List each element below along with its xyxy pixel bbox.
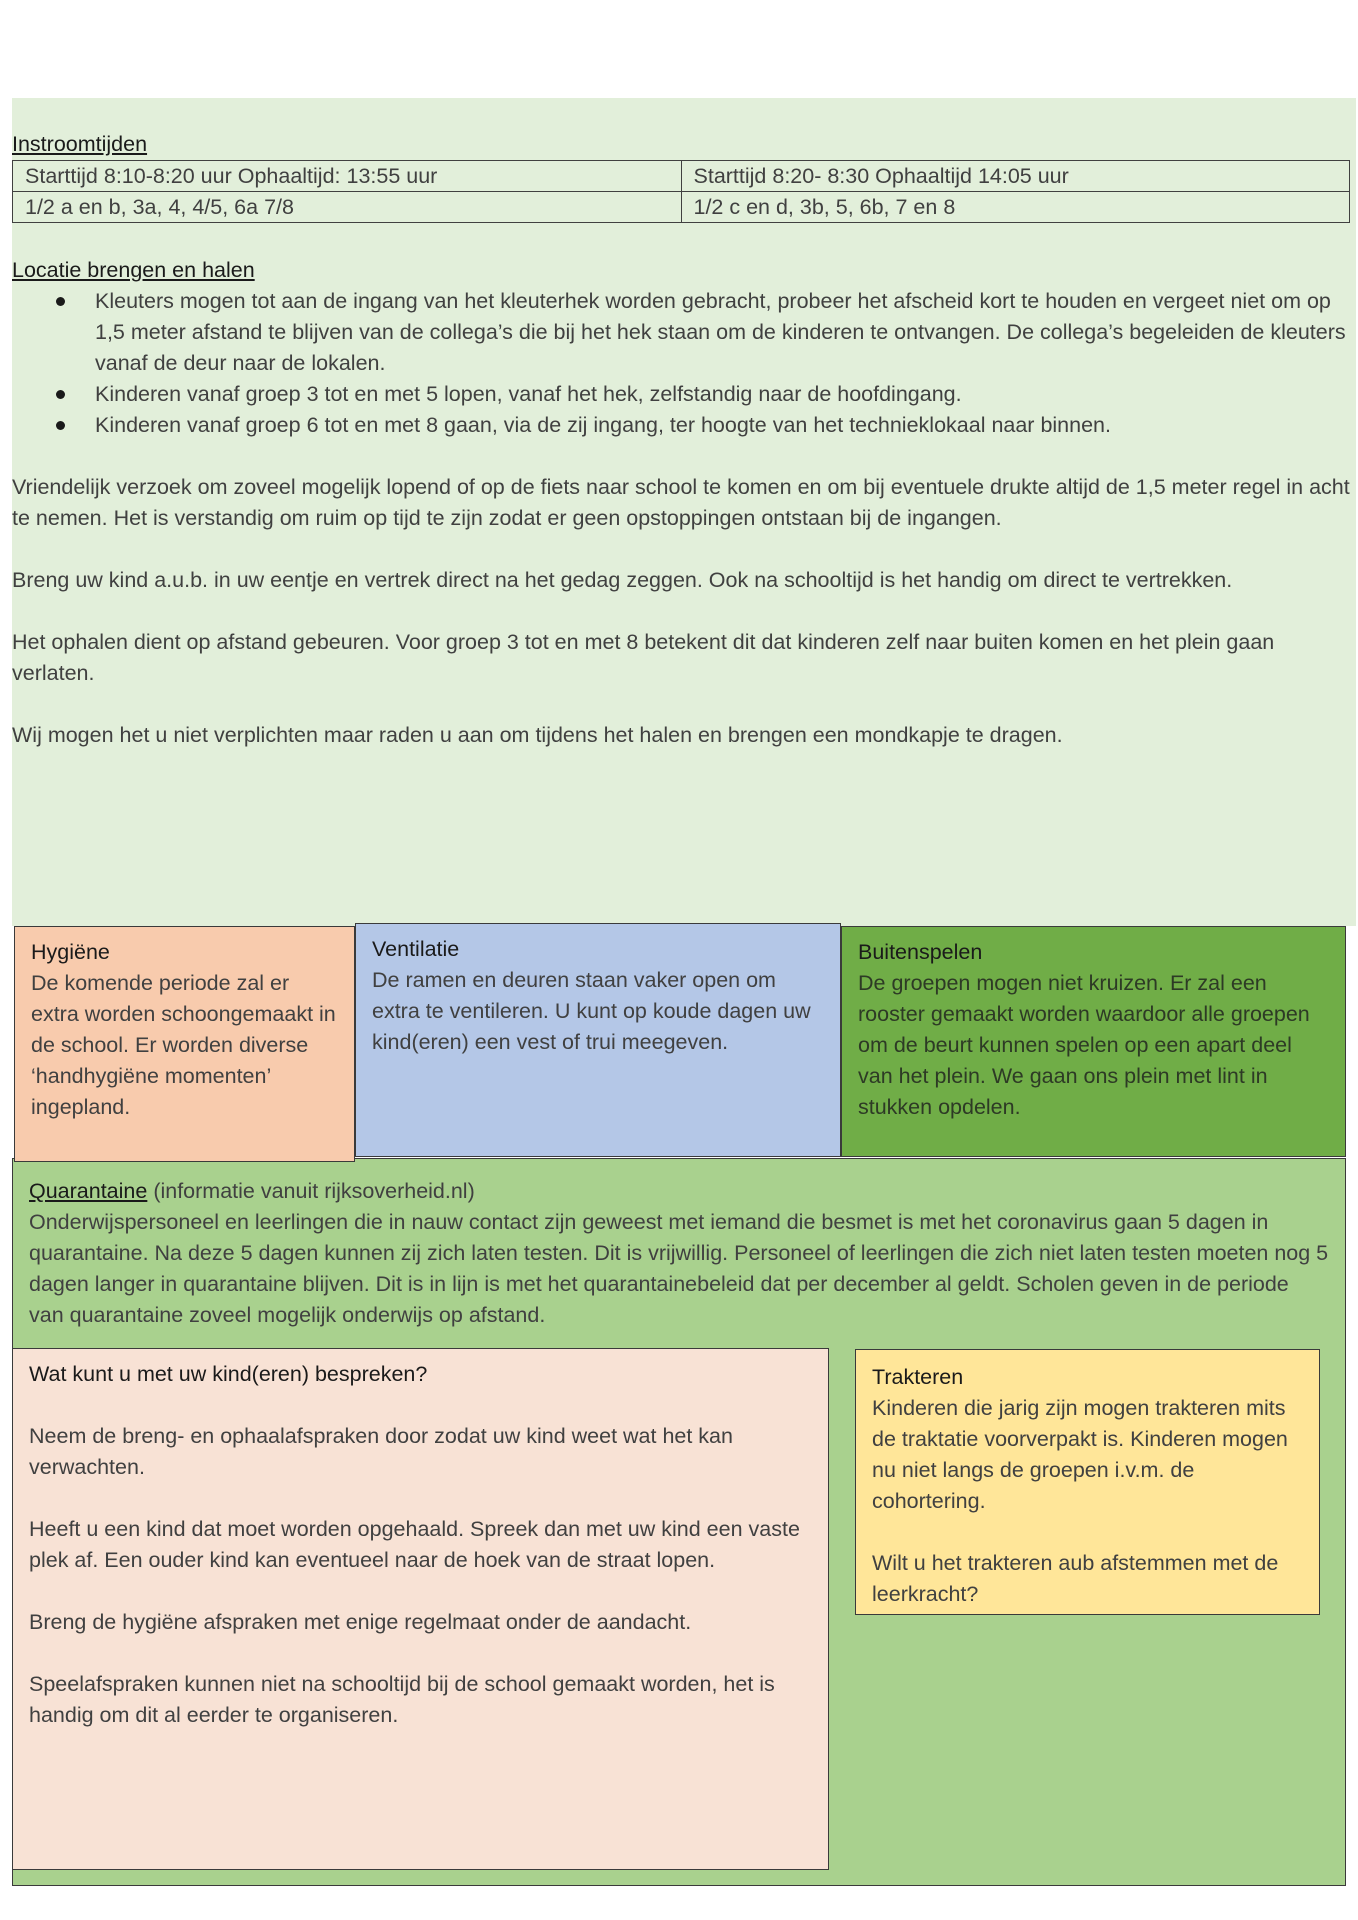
table-cell: 1/2 c en d, 3b, 5, 6b, 7 en 8 — [681, 192, 1350, 223]
bullet-icon — [56, 421, 65, 430]
paragraph: Vriendelijk verzoek om zoveel mogelijk lopend of op de fiets naar school te komen en om bij eventuele drukte altijd de 1,5 meter regel in acht te nemen. Het is verstandig om ruim op tijd te zijn zodat er geen opstoppingen ontstaan bij de ingangen. — [12, 475, 1350, 530]
paragraph: Wilt u het trakteren aub afstemmen met de leerkracht? — [872, 1551, 1279, 1606]
bullet-icon — [56, 297, 65, 306]
quarantaine-title: Quarantaine — [29, 1179, 148, 1203]
trakteren-box — [855, 1349, 1320, 1615]
bullet-icon — [56, 390, 65, 399]
bespreken-box — [12, 1348, 829, 1870]
locatie-list-wrap — [12, 286, 1350, 441]
buitenspelen-text: De groepen mogen niet kruizen. Er zal een rooster gemaakt worden waardoor alle groepen om de beurt kunnen spelen op een apart deel van het plein. We gaan ons plein met lint in stukken opdelen. — [858, 971, 1310, 1119]
table-cell: 1/2 a en b, 3a, 4, 4/5, 6a 7/8 — [13, 192, 682, 223]
hygiene-box — [14, 926, 355, 1162]
paragraph: Breng de hygiëne afspraken met enige regelmaat onder de aandacht. — [29, 1610, 692, 1634]
paragraph: Speelafspraken kunnen niet na schooltijd bij de school gemaakt worden, het is handig om dit al eerder te organiseren. — [29, 1672, 775, 1727]
paragraph: Wij mogen het u niet verplichten maar raden u aan om tijdens het halen en brengen een mondkapje te dragen. — [12, 723, 1063, 747]
bespreken-title: Wat kunt u met uw kind(eren) bespreken? — [29, 1362, 428, 1386]
hygiene-title: Hygiëne — [31, 940, 110, 964]
list-item — [12, 379, 1350, 410]
list-item-text: Kinderen vanaf groep 6 tot en met 8 gaan, via de zij ingang, ter hoogte van het technieklokaal naar binnen. — [95, 413, 1111, 437]
buitenspelen-title: Buitenspelen — [858, 940, 983, 964]
instroom-table-wrap — [12, 160, 1350, 223]
hygiene-text: De komende periode zal er extra worden schoongemaakt in de school. Er worden diverse ‘handhygiëne momenten’ ingepland. — [31, 971, 336, 1119]
ventilatie-title: Ventilatie — [372, 937, 460, 961]
quarantaine-text: Onderwijspersoneel en leerlingen die in nauw contact zijn geweest met iemand die besmet is met het coronavirus gaan 5 dagen in quarantaine. Na deze 5 dagen kunnen zij zich laten testen. Dit is vrijwillig. Personeel of leerlingen die zich niet laten testen moeten nog 5 dagen langer in quarantaine blijven. Dit is in lijn is met het quarantainebeleid dat per december al geldt. Scholen geven in de periode van quarantaine zoveel mogelijk onderwijs op afstand. — [29, 1210, 1329, 1327]
table-row — [13, 161, 1350, 192]
table-cell: Starttijd 8:10-8:20 uur Ophaaltijd: 13:55 uur — [13, 161, 682, 192]
paragraph: Het ophalen dient op afstand gebeuren. Voor groep 3 tot en met 8 betekent dit dat kinderen zelf naar buiten komen en het plein gaan verlaten. — [12, 630, 1275, 685]
paragraph: Neem de breng- en ophaalafspraken door zodat uw kind weet wat het kan verwachten. — [29, 1424, 733, 1479]
paragraph: Kinderen die jarig zijn mogen trakteren mits de traktatie voorverpakt is. Kinderen mogen nu niet langs de groepen i.v.m. de cohortering. — [872, 1396, 1288, 1513]
quarantaine-subtitle: (informatie vanuit rijksoverheid.nl) — [147, 1179, 475, 1203]
ventilatie-text: De ramen en deuren staan vaker open om extra te ventileren. U kunt op koude dagen uw kind(eren) een vest of trui meegeven. — [372, 968, 811, 1054]
table-row — [13, 192, 1350, 223]
instroom-title: Instroomtijden — [12, 132, 148, 156]
locatie-title: Locatie brengen en halen — [12, 258, 255, 282]
paragraph: Heeft u een kind dat moet worden opgehaald. Spreek dan met uw kind een vaste plek af. Een ouder kind kan eventueel naar de hoek van de straat lopen. — [29, 1517, 800, 1572]
list-item-text: Kinderen vanaf groep 3 tot en met 5 lopen, vanaf het hek, zelfstandig naar de hoofdingang. — [95, 382, 962, 406]
locatie-list — [12, 286, 1350, 441]
info-paragraphs — [12, 472, 1352, 782]
buitenspelen-box — [841, 926, 1346, 1157]
instroom-table — [12, 160, 1350, 223]
ventilatie-box — [355, 923, 841, 1157]
trakteren-title: Trakteren — [872, 1365, 964, 1389]
list-item-text: Kleuters mogen tot aan de ingang van het kleuterhek worden gebracht, probeer het afscheid kort te houden en vergeet niet om op 1,5 meter afstand te blijven van de collega’s die bij het hek staan om de kinderen te ontvangen. De collega’s begeleiden de kleuters vanaf de deur naar de lokalen. — [95, 289, 1346, 375]
paragraph: Breng uw kind a.u.b. in uw eentje en vertrek direct na het gedag zeggen. Ook na schooltijd is het handig om direct te vertrekken. — [12, 568, 1233, 592]
list-item — [12, 286, 1350, 379]
table-cell: Starttijd 8:20- 8:30 Ophaaltijd 14:05 uur — [681, 161, 1350, 192]
list-item — [12, 410, 1350, 441]
